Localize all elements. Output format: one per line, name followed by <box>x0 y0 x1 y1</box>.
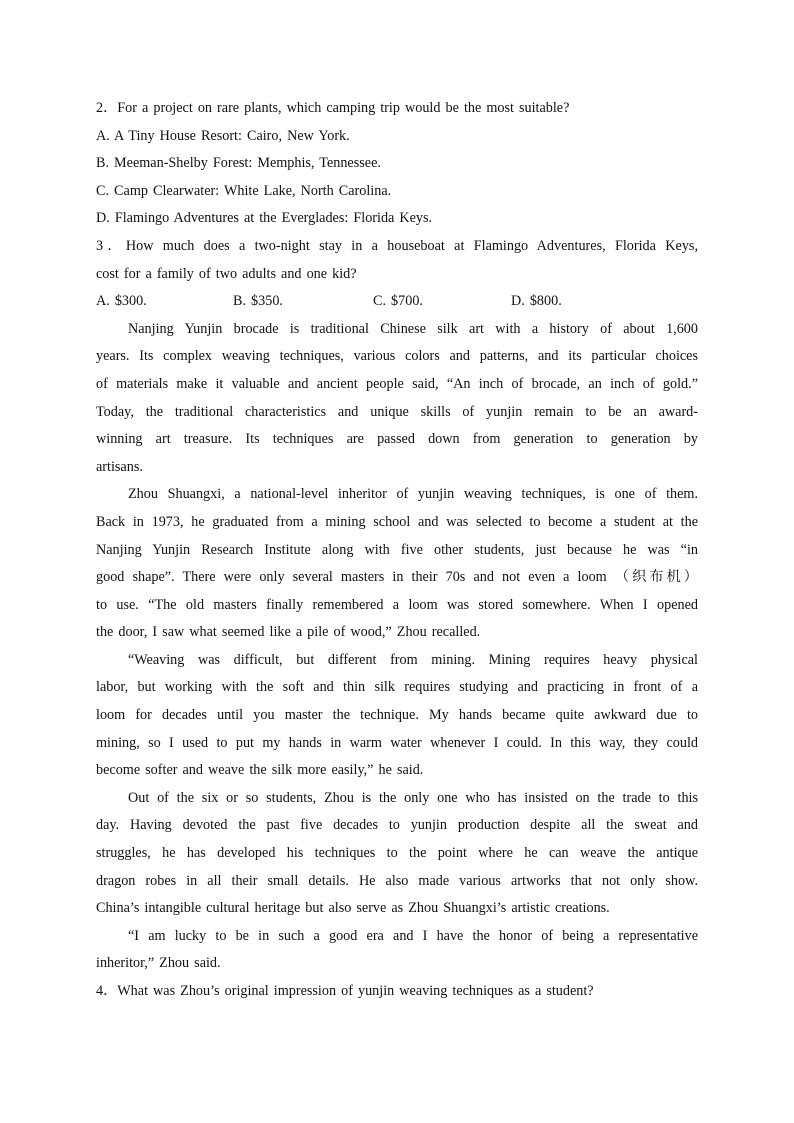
passage-line: artisans. <box>96 458 143 475</box>
question-2-option-d: D. Flamingo Adventures at the Everglades: Florida Keys. <box>96 210 433 227</box>
passage-line: Nanjing Yunjin Research Institute along with five other students, just because he was “in <box>96 541 698 558</box>
question-2-option-b: B. Meeman-Shelby Forest: Memphis, Tennessee. <box>96 155 381 172</box>
passage-line: Today, the traditional characteristics and unique skills of yunjin remain to be an award- <box>96 403 698 420</box>
question-3-option-c: C. $700. <box>373 293 423 310</box>
question-3-option-d: D. $800. <box>511 293 562 310</box>
passage-line: become softer and weave the silk more easily,” he said. <box>96 762 424 779</box>
passage-line: Back in 1973, he graduated from a mining school and was selected to become a student at the <box>96 513 698 530</box>
passage-paragraph-2 <box>96 481 698 647</box>
question-3-stem-line-1: 3．How much does a two-night stay in a houseboat at Flamingo Adventures, Florida Keys, <box>96 237 698 254</box>
passage-paragraph-5 <box>96 923 698 978</box>
document-page <box>96 95 698 1006</box>
passage-line: mining, so I used to put my hands in warm water whenever I could. In this way, they could <box>96 734 698 751</box>
question-3-stem-line-2: cost for a family of two adults and one kid? <box>96 265 357 282</box>
question-2-stem: 2．For a project on rare plants, which camping trip would be the most suitable? <box>96 100 570 116</box>
passage-line: good shape”. There were only several masters in their 70s and not even a loom （织布机） <box>96 569 698 586</box>
passage-paragraph-1 <box>96 316 698 482</box>
passage-line: dragon robes in all their small details. He also made various artworks that not only show. <box>96 872 698 889</box>
passage-line: “I am lucky to be in such a good era and I have the honor of being a representative <box>128 927 698 944</box>
question-3-option-a: A. $300. <box>96 293 147 310</box>
passage-line: Out of the six or so students, Zhou is the only one who has insisted on the trade to this <box>128 789 698 806</box>
passage-line: years. Its complex weaving techniques, various colors and patterns, and its particular choices <box>96 348 698 365</box>
passage-line: loom for decades until you master the technique. My hands became quite awkward due to <box>96 707 698 724</box>
question-2-option-c: C. Camp Clearwater: White Lake, North Carolina. <box>96 182 392 199</box>
passage-paragraph-3 <box>96 647 698 785</box>
question-3-option-b: B. $350. <box>233 293 283 310</box>
question-4-stem: 4．What was Zhou’s original impression of yunjin weaving techniques as a student? <box>96 983 594 999</box>
passage-line: labor, but working with the soft and thin silk requires studying and practicing in front of a <box>96 679 698 696</box>
passage-line: Zhou Shuangxi, a national-level inheritor of yunjin weaving techniques, is one of them. <box>128 486 698 503</box>
passage-line: Nanjing Yunjin brocade is traditional Chinese silk art with a history of about 1,600 <box>128 320 698 337</box>
question-2-option-a: A. A Tiny House Resort: Cairo, New York. <box>96 127 350 144</box>
passage-paragraph-4 <box>96 785 698 923</box>
passage-line: winning art treasure. Its techniques are passed down from generation to generation by <box>96 431 698 448</box>
question-3-options <box>96 288 698 316</box>
passage-line: day. Having devoted the past five decades to yunjin production despite all the sweat and <box>96 817 698 834</box>
passage-line: to use. “The old masters finally remembered a loom was stored somewhere. When I opened <box>96 596 698 613</box>
passage-line: China’s intangible cultural heritage but also serve as Zhou Shuangxi’s artistic creations. <box>96 900 610 917</box>
passage-line: of materials make it valuable and ancient people said, “An inch of brocade, an inch of gold.” <box>96 375 698 392</box>
passage-line: inheritor,” Zhou said. <box>96 955 221 972</box>
passage-line: “Weaving was difficult, but different from mining. Mining requires heavy physical <box>128 651 698 668</box>
passage-line: struggles, he has developed his techniques to the point where he can weave the antique <box>96 845 698 862</box>
passage-line: the door, I saw what seemed like a pile of wood,” Zhou recalled. <box>96 624 481 641</box>
